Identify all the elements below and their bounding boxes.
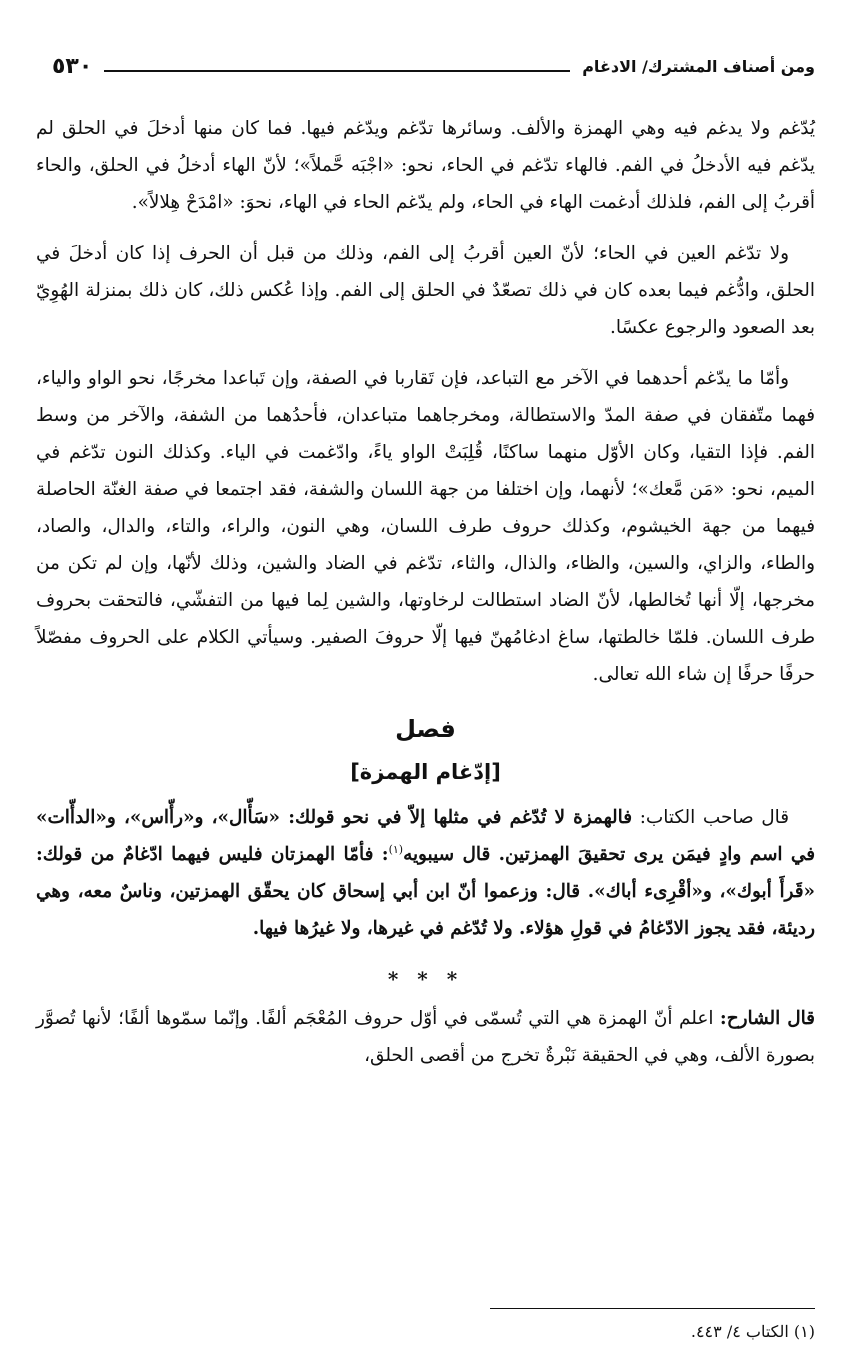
commentary-paragraph	[36, 1000, 815, 1074]
paragraph-3: وأمّا ما يدّغم أحدهما في الآخر مع التباعد، فإن تَقاربا في الصفة، وإن تَباعدا مخرجًا، نحو الواو والياء، فهما متّفقان في صفة المدّ والاستطالة، ومخرجاهما متباعدان، فأحدُهما من الشفة، والآخر من وسط الفم. فإذا التقيا، وكان الأوّل منهما ساكنًا، قُلِبَتْ الواو ياءً، وادّغمت في الياء. وكذلك النون تدّغم في الميم، نحو: «مَن مَّعك»؛ لأنهما، وإن اختلفا من جهة اللسان والشفة، فقد اجتمعا في صفة الغنّة الحاصلة فيهما من جهة الخيشوم، وكذلك حروف طرف اللسان، وهي النون، والراء، والتاء، والدال، والصاد، والطاء، والزاي، والسين، والظاء، والذال، والثاء، تدّغم في الضاد والشين، وذلك لأنّها، وإن لم تكن من مخرجها، إلّا أنها تُخالطها، لأنّ الضاد استطالت لرخاوتها، والشين لِما فيها من التفشّي، فالتحقت بحروف طرف اللسان. فلمّا خالطتها، ساغ ادغامُهنّ فيها إلّا حروفَ الصفير. وسيأتي الكلام على الحروف مفصّلاً حرفًا حرفًا إن شاء الله تعالى.	[36, 368, 815, 685]
footnote-reference[interactable]: (١)	[388, 842, 404, 856]
book-quote-text-1: فالهمزة لا تُدّغم في مثلها إلاّ في نحو قولك: «سَأّال»، و«رأّاس»، و«الدأّات» في اسم وادٍ فيمَن يرى تحقيقَ الهمزتين. قال سيبويه	[36, 807, 815, 865]
running-header	[36, 46, 815, 86]
book-quote-text-2: : فأمّا الهمزتان فليس فيهما ادّغامٌ من قولك: «قَرأَ أبوك»، و«أقْرِىء أباك». قال: وزعموا أنّ ابن أبي إسحاق كان يحقّق الهمزتين، وناسٌ معه، وهي رديئة، فقد يجوز الادّغامُ في قولِ هؤلاء. ولا تُدّغم في غيرها، ولا غيرُها فيها.	[36, 844, 815, 939]
commentary-label: قال الشارح:	[719, 1008, 815, 1029]
commentary-text: اعلم أنّ الهمزة هي التي تُسمّى في أوّل حروف المُعْجَم ألفًا. وإنّما سمّوها ألفًا؛ لأنها تُصوَّر بصورة الألف، وهي في الحقيقة نَبْرةٌ تخرج من أقصى الحلق،	[36, 1008, 815, 1066]
paragraph-2: ولا تدّغم العين في الحاء؛ لأنّ العين أقربُ إلى الفم، وذلك من قبل أن الحرف إذا كان أدخلَ في الحلق، وادُّغم فيما بعده كان في ذلك تصعّدٌ في الحلق إلى الفم. وإذا عُكس ذلك، كان ذلك بمنزلة الهُوِيّ بعد الصعود والرجوع عكسًا.	[36, 243, 815, 338]
header-rule	[104, 70, 570, 72]
section-subheading: [إدّغام الهمزة]	[350, 760, 501, 784]
running-title: ومن أصناف المشترك/ الادغام	[582, 56, 815, 76]
paragraph-1: يُدّغم ولا يدغم فيه وهي الهمزة والألف. وسائرها تدّغم ويدّغم فيها. فما كان منها أدخلَ في الحلق لم يدّغم فيه الأدخلُ في الفم. فالهاء تدّغم في الحاء، نحو: «اجْبَه حَّملاً»؛ لأنّ الهاء أدخلُ في الحلق، والحاء أقربُ إلى الفم، فلذلك أدغمت الهاء في الحاء، ولم يدّغم الحاء في الهاء، نحوَ: «امْدَحْ هِلالاً».	[36, 118, 815, 213]
main-text	[36, 110, 815, 1088]
book-quote-paragraph	[36, 799, 815, 947]
footnote: (١) الكتاب ٤/ ٤٤٣.	[690, 1322, 815, 1341]
book-quote-label: قال صاحب الكتاب:	[639, 807, 789, 828]
section-heading: فصل	[395, 715, 456, 743]
page-number: ٥٣٠	[52, 53, 93, 79]
footnote-rule	[490, 1308, 815, 1309]
page	[36, 0, 815, 1371]
separator-asterisks: * * *	[387, 967, 464, 991]
